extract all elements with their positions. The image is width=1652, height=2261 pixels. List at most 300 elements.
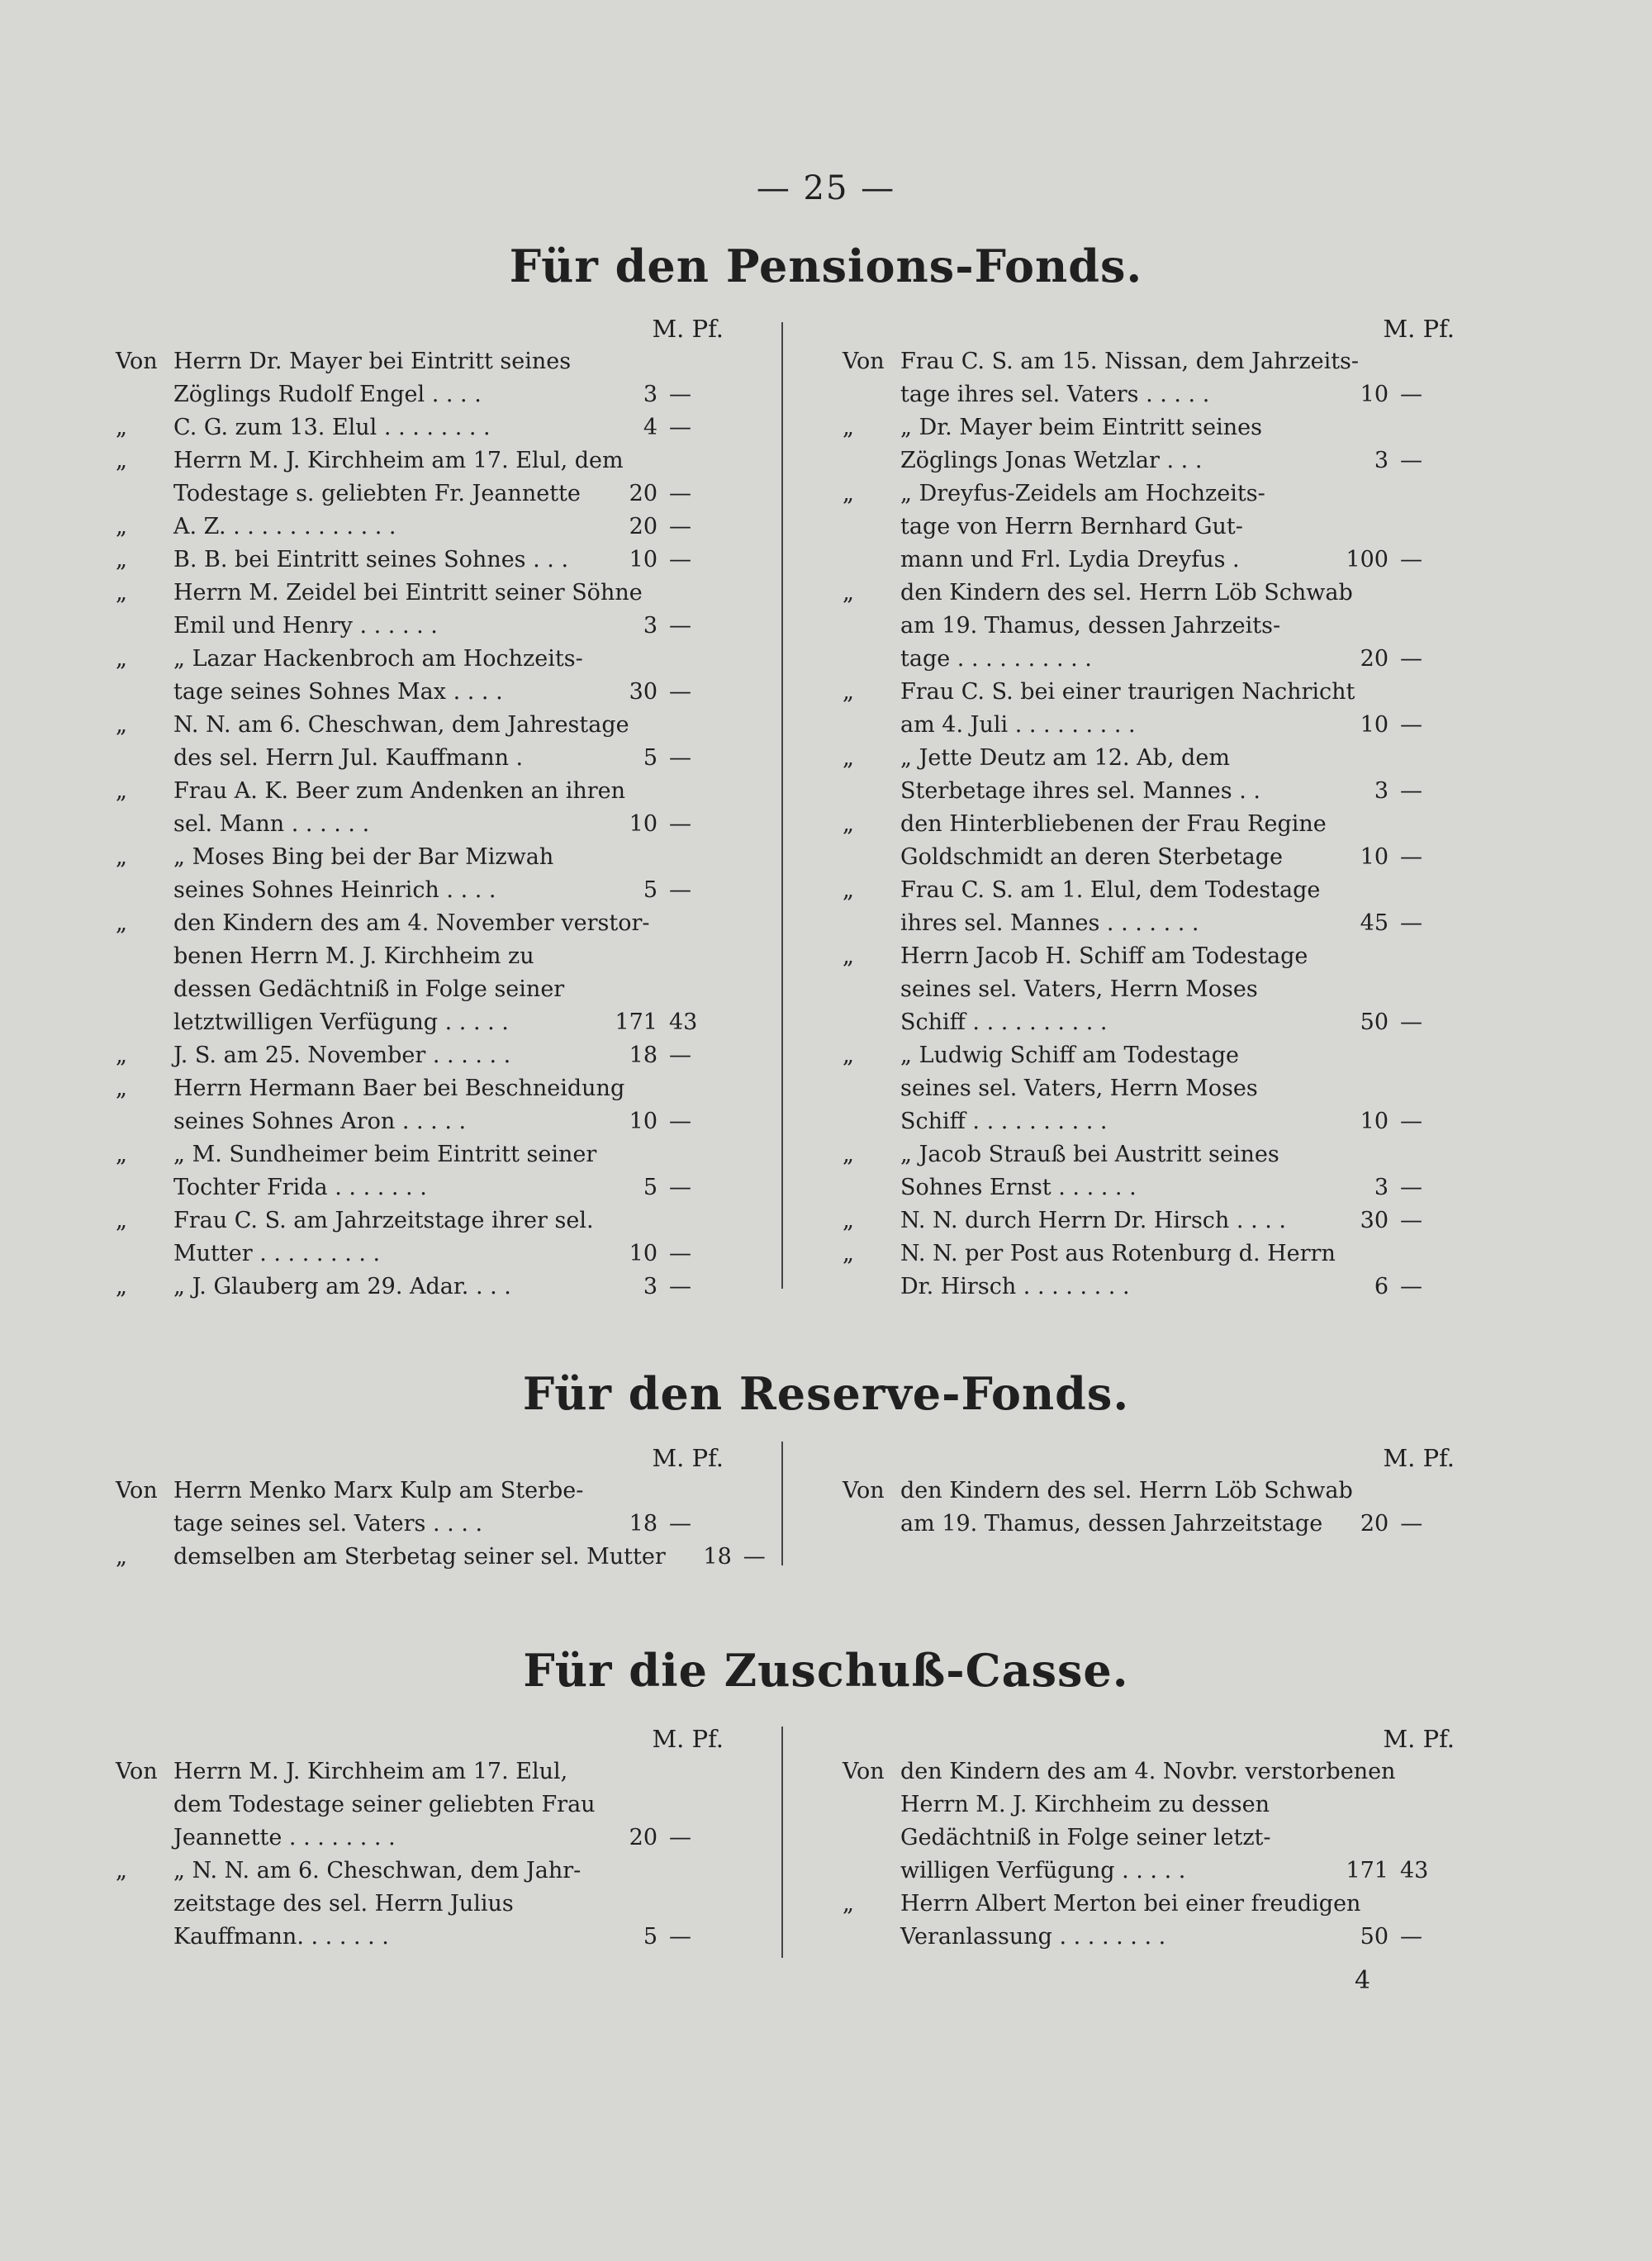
ledger-line bbox=[843, 378, 1458, 411]
ledger-text: Mutter . . . . . . . . . bbox=[173, 1241, 381, 1266]
ledger-prefix bbox=[116, 1105, 173, 1138]
ledger-line bbox=[116, 1755, 727, 1788]
ledger-line bbox=[116, 1072, 727, 1105]
ledger-text: N. N. durch Herrn Dr. Hirsch . . . . bbox=[900, 1208, 1286, 1233]
amount-pfennig bbox=[662, 1788, 731, 1822]
ledger-line bbox=[116, 1006, 727, 1039]
ledger-line bbox=[116, 1508, 727, 1541]
ledger-line bbox=[843, 742, 1458, 775]
ledger-prefix: „ bbox=[116, 448, 127, 473]
amount-pfennig bbox=[1389, 940, 1458, 973]
ledger-line bbox=[116, 1171, 727, 1204]
amount-mark bbox=[1322, 742, 1389, 775]
amount-pfennig bbox=[1389, 477, 1458, 511]
ledger-text: seines sel. Vaters, Herrn Moses bbox=[900, 976, 1258, 1002]
ledger-line bbox=[843, 1105, 1458, 1138]
ledger-prefix bbox=[116, 1921, 173, 1954]
amount-mark bbox=[624, 444, 690, 477]
column-right-pensions bbox=[843, 312, 1458, 1304]
amount-mark: 10 bbox=[629, 811, 657, 837]
ledger-line bbox=[116, 973, 727, 1006]
ledger-line bbox=[843, 444, 1458, 477]
ledger-text: Frau C. S. am Jahrzeitstage ihrer sel. bbox=[173, 1208, 594, 1233]
ledger-line bbox=[116, 808, 727, 841]
ledger-text: ihres sel. Mannes . . . . . . . bbox=[900, 910, 1199, 936]
ledger-line bbox=[116, 643, 727, 676]
currency-unit-header: M. Pf. bbox=[1383, 1725, 1455, 1753]
ledger-line bbox=[843, 511, 1458, 544]
amount-pfennig: — bbox=[669, 613, 691, 639]
ledger-prefix: „ bbox=[843, 481, 854, 506]
ledger-prefix: „ bbox=[843, 415, 854, 440]
ledger-line bbox=[843, 610, 1458, 643]
ledger-text: Schiff . . . . . . . . . . bbox=[900, 1009, 1108, 1035]
amount-mark bbox=[591, 841, 657, 874]
ledger-line bbox=[843, 676, 1458, 709]
amount-mark: 10 bbox=[1360, 844, 1389, 870]
ledger-line bbox=[843, 1006, 1458, 1039]
ledger-text: Emil und Henry . . . . . . bbox=[173, 613, 438, 639]
amount-pfennig bbox=[1421, 676, 1490, 709]
ledger-prefix bbox=[843, 643, 900, 676]
ledger-prefix: „ bbox=[843, 580, 854, 606]
ledger-line bbox=[116, 1788, 727, 1822]
amount-mark bbox=[1322, 874, 1389, 907]
ledger-line bbox=[843, 1039, 1458, 1072]
ledger-prefix: „ bbox=[116, 1208, 127, 1233]
amount-mark: 5 bbox=[643, 1924, 657, 1950]
ledger-line bbox=[843, 1475, 1458, 1508]
amount-pfennig: — bbox=[669, 745, 691, 771]
ledger-line bbox=[116, 345, 727, 378]
amount-mark: 18 bbox=[629, 1511, 657, 1537]
ledger-line bbox=[843, 841, 1458, 874]
amount-pfennig bbox=[657, 345, 727, 378]
amount-pfennig bbox=[1389, 874, 1458, 907]
ledger-prefix: „ bbox=[843, 1208, 854, 1233]
ledger-prefix bbox=[116, 874, 173, 907]
ledger-prefix: „ bbox=[116, 1076, 127, 1101]
ledger-prefix: Von bbox=[843, 1759, 885, 1784]
page-number: — 25 — bbox=[756, 169, 896, 207]
ledger-line bbox=[843, 1072, 1458, 1105]
column-left-zuschuss bbox=[116, 1722, 727, 1954]
amount-mark: 171 bbox=[615, 1009, 657, 1035]
amount-mark bbox=[591, 1755, 657, 1788]
currency-unit-header: M. Pf. bbox=[1383, 1444, 1455, 1472]
ledger-line bbox=[116, 874, 727, 907]
amount-pfennig: — bbox=[669, 547, 691, 572]
amount-mark bbox=[591, 973, 657, 1006]
ledger-prefix bbox=[843, 1072, 900, 1105]
ledger-text: tage seines sel. Vaters . . . . bbox=[173, 1511, 483, 1537]
ledger-text: Jeannette . . . . . . . . bbox=[173, 1825, 396, 1850]
ledger-line bbox=[116, 1105, 727, 1138]
amount-pfennig bbox=[1393, 808, 1462, 841]
ledger-text: letztwilligen Verfügung . . . . . bbox=[173, 1009, 509, 1035]
ledger-text: Herrn Jacob H. Schiff am Todestage bbox=[900, 943, 1308, 969]
ledger-text: sel. Mann . . . . . . bbox=[173, 811, 370, 837]
amount-mark: 20 bbox=[629, 481, 657, 506]
ledger-prefix bbox=[843, 1855, 900, 1888]
ledger-text: den Kindern des sel. Herrn Löb Schwab bbox=[900, 580, 1353, 606]
amount-pfennig: — bbox=[1400, 712, 1422, 738]
ledger-text: Frau C. S. bei einer traurigen Nachricht bbox=[900, 679, 1355, 705]
ledger-text: seines sel. Vaters, Herrn Moses bbox=[900, 1076, 1258, 1101]
ledger-text: am 4. Juli . . . . . . . . . bbox=[900, 712, 1136, 738]
amount-pfennig bbox=[662, 1138, 732, 1171]
ledger-prefix: „ bbox=[116, 1544, 127, 1570]
ledger-text: am 19. Thamus, dessen Jahrzeitstage bbox=[900, 1511, 1323, 1537]
divider-pensions bbox=[781, 322, 783, 1289]
amount-pfennig: — bbox=[1400, 448, 1422, 473]
ledger-prefix: „ bbox=[116, 580, 127, 606]
ledger-text: „ Dr. Mayer beim Eintritt seines bbox=[900, 415, 1262, 440]
amount-mark: 20 bbox=[1360, 646, 1389, 672]
amount-pfennig bbox=[657, 1888, 727, 1921]
ledger-prefix bbox=[116, 1237, 173, 1271]
ledger-text: „ N. N. am 6. Cheschwan, dem Jahr- bbox=[173, 1858, 582, 1883]
amount-mark bbox=[1327, 808, 1393, 841]
ledger-prefix: „ bbox=[116, 1274, 127, 1299]
amount-pfennig: — bbox=[669, 1043, 691, 1068]
ledger-text: B. B. bei Eintritt seines Sohnes . . . bbox=[173, 547, 569, 572]
ledger-prefix: Von bbox=[843, 1478, 885, 1503]
amount-pfennig: — bbox=[1400, 910, 1422, 936]
ledger-prefix bbox=[116, 1508, 173, 1541]
ledger-text: dessen Gedächtniß in Folge seiner bbox=[173, 976, 565, 1002]
amount-mark bbox=[1322, 1138, 1389, 1171]
ledger-text: Tochter Frida . . . . . . . bbox=[173, 1175, 427, 1200]
column-left-reserve bbox=[116, 1442, 766, 1574]
ledger-text: Frau C. S. am 1. Elul, dem Todestage bbox=[900, 877, 1321, 903]
amount-mark bbox=[1322, 477, 1389, 511]
ledger-text: „ J. Glauberg am 29. Adar. . . . bbox=[173, 1274, 511, 1299]
amount-pfennig: — bbox=[669, 811, 691, 837]
ledger-prefix bbox=[843, 841, 900, 874]
ledger-line bbox=[843, 1237, 1458, 1271]
column-right-reserve bbox=[843, 1442, 1458, 1541]
ledger-prefix: „ bbox=[843, 877, 854, 903]
ledger-prefix: „ bbox=[116, 1142, 127, 1167]
amount-pfennig: — bbox=[1400, 844, 1422, 870]
ledger-text: Herrn Menko Marx Kulp am Sterbe- bbox=[173, 1478, 584, 1503]
amount-pfennig: — bbox=[1400, 547, 1422, 572]
ledger-text: „ Ludwig Schiff am Todestage bbox=[900, 1043, 1239, 1068]
amount-pfennig bbox=[1389, 511, 1458, 544]
amount-mark: 3 bbox=[643, 1274, 657, 1299]
amount-mark bbox=[594, 1204, 660, 1237]
section-title-zuschuss: Für die Zuschuß-Casse. bbox=[523, 1644, 1129, 1697]
ledger-line bbox=[843, 1788, 1458, 1822]
ledger-prefix bbox=[116, 1171, 173, 1204]
ledger-line bbox=[843, 643, 1458, 676]
ledger-line bbox=[116, 1039, 727, 1072]
ledger-prefix: „ bbox=[116, 712, 127, 738]
ledger-line bbox=[116, 411, 727, 444]
ledger-line bbox=[116, 841, 727, 874]
ledger-prefix bbox=[843, 709, 900, 742]
ledger-line bbox=[116, 742, 727, 775]
amount-pfennig: — bbox=[669, 1511, 691, 1537]
ledger-prefix: „ bbox=[116, 1858, 127, 1883]
amount-pfennig bbox=[657, 841, 727, 874]
amount-pfennig: — bbox=[669, 382, 691, 407]
amount-mark: 50 bbox=[1360, 1924, 1389, 1950]
ledger-text: des sel. Herrn Jul. Kauffmann . bbox=[173, 745, 524, 771]
currency-unit-header: M. Pf. bbox=[652, 1444, 724, 1472]
amount-pfennig: — bbox=[669, 1175, 691, 1200]
ledger-prefix bbox=[116, 1822, 173, 1855]
amount-mark bbox=[591, 345, 657, 378]
ledger-prefix bbox=[843, 1006, 900, 1039]
amount-pfennig bbox=[657, 1855, 727, 1888]
ledger-prefix bbox=[116, 973, 173, 1006]
ledger-line bbox=[843, 1755, 1458, 1788]
amount-pfennig bbox=[690, 444, 759, 477]
ledger-text: Zöglings Rudolf Engel . . . . bbox=[173, 382, 482, 407]
amount-pfennig bbox=[657, 940, 727, 973]
amount-mark: 100 bbox=[1346, 547, 1389, 572]
amount-mark bbox=[591, 1855, 657, 1888]
amount-pfennig: — bbox=[669, 1274, 691, 1299]
ledger-line bbox=[843, 709, 1458, 742]
amount-mark bbox=[591, 1475, 657, 1508]
ledger-prefix: „ bbox=[843, 1043, 854, 1068]
amount-mark bbox=[650, 907, 716, 940]
ledger-text: „ Jette Deutz am 12. Ab, dem bbox=[900, 745, 1230, 771]
ledger-line bbox=[116, 378, 727, 411]
ledger-text: am 19. Thamus, dessen Jahrzeits- bbox=[900, 613, 1281, 639]
ledger-text: demselben am Sterbetag seiner sel. Mutter bbox=[173, 1544, 666, 1570]
amount-mark: 3 bbox=[1374, 778, 1389, 804]
ledger-line bbox=[843, 544, 1458, 577]
ledger-text: den Kindern des am 4. November verstor- bbox=[173, 910, 650, 936]
amount-pfennig: 43 bbox=[669, 1009, 698, 1035]
ledger-prefix: „ bbox=[116, 1043, 127, 1068]
amount-mark bbox=[1395, 1755, 1461, 1788]
amount-pfennig: 43 bbox=[1400, 1858, 1429, 1883]
amount-pfennig bbox=[709, 577, 778, 610]
amount-mark: 171 bbox=[1346, 1858, 1389, 1883]
ledger-text: den Kindern des sel. Herrn Löb Schwab bbox=[900, 1478, 1353, 1503]
ledger-prefix: „ bbox=[116, 844, 127, 870]
ledger-line bbox=[843, 874, 1458, 907]
ledger-line bbox=[116, 676, 727, 709]
column-right-zuschuss bbox=[843, 1722, 1458, 1954]
ledger-line bbox=[116, 1541, 766, 1574]
amount-mark: 20 bbox=[629, 514, 657, 539]
ledger-text: dem Todestage seiner geliebten Frau bbox=[173, 1792, 596, 1817]
amount-mark: 6 bbox=[1374, 1274, 1389, 1299]
amount-pfennig: — bbox=[669, 415, 691, 440]
ledger-line bbox=[116, 1921, 727, 1954]
ledger-text: benen Herrn M. J. Kirchheim zu bbox=[173, 943, 534, 969]
ledger-prefix bbox=[116, 378, 173, 411]
amount-pfennig bbox=[1389, 1039, 1458, 1072]
amount-mark: 10 bbox=[629, 1109, 657, 1134]
ledger-line bbox=[843, 1271, 1458, 1304]
footer-number: 4 bbox=[1355, 1966, 1371, 1995]
amount-mark bbox=[596, 1788, 662, 1822]
amount-mark bbox=[1322, 940, 1389, 973]
ledger-text: seines Sohnes Heinrich . . . . bbox=[173, 877, 496, 903]
ledger-line bbox=[116, 444, 727, 477]
ledger-text: Sohnes Ernst . . . . . . bbox=[900, 1175, 1137, 1200]
ledger-line bbox=[116, 1855, 727, 1888]
amount-mark: 5 bbox=[643, 1175, 657, 1200]
ledger-prefix: Von bbox=[116, 1478, 158, 1503]
amount-mark bbox=[1322, 511, 1389, 544]
ledger-text: Herrn M. Zeidel bei Eintritt seiner Söhne bbox=[173, 580, 643, 606]
ledger-text: Herrn M. J. Kirchheim am 17. Elul, dem bbox=[173, 448, 624, 473]
amount-pfennig: — bbox=[1400, 778, 1422, 804]
amount-mark: 3 bbox=[1374, 448, 1389, 473]
ledger-line bbox=[843, 345, 1458, 378]
amount-pfennig bbox=[1389, 973, 1458, 1006]
amount-mark: 20 bbox=[629, 1825, 657, 1850]
ledger-line bbox=[116, 1822, 727, 1855]
ledger-prefix bbox=[843, 378, 900, 411]
amount-pfennig: — bbox=[669, 514, 691, 539]
ledger-line bbox=[843, 973, 1458, 1006]
ledger-line bbox=[843, 907, 1458, 940]
ledger-text: Sterbetage ihres sel. Mannes . . bbox=[900, 778, 1260, 804]
ledger-line bbox=[843, 1921, 1458, 1954]
amount-mark bbox=[1355, 676, 1421, 709]
amount-pfennig bbox=[1389, 1822, 1458, 1855]
amount-mark: 3 bbox=[1374, 1175, 1389, 1200]
ledger-text: Kauffmann. . . . . . . bbox=[173, 1924, 389, 1950]
amount-pfennig bbox=[1402, 1237, 1471, 1271]
amount-pfennig bbox=[1427, 1888, 1496, 1921]
amount-mark bbox=[591, 1888, 657, 1921]
ledger-line bbox=[843, 411, 1458, 444]
ledger-text: N. N. per Post aus Rotenburg d. Herrn bbox=[900, 1241, 1336, 1266]
ledger-prefix: „ bbox=[843, 1142, 854, 1167]
ledger-text: tage seines Sohnes Max . . . . bbox=[173, 679, 503, 705]
ledger-prefix bbox=[843, 544, 900, 577]
amount-pfennig: — bbox=[1400, 1109, 1422, 1134]
ledger-prefix: Von bbox=[843, 349, 885, 374]
ledger-prefix: Von bbox=[116, 1759, 158, 1784]
amount-mark: 18 bbox=[703, 1544, 732, 1570]
amount-pfennig: — bbox=[1400, 1511, 1423, 1537]
ledger-text: Herrn Dr. Mayer bei Eintritt seines bbox=[173, 349, 572, 374]
ledger-line bbox=[116, 775, 727, 808]
ledger-text: N. N. am 6. Cheschwan, dem Jahrestage bbox=[173, 712, 629, 738]
ledger-text: mann und Frl. Lydia Dreyfus . bbox=[900, 547, 1240, 572]
ledger-line bbox=[116, 1204, 727, 1237]
amount-mark: 10 bbox=[1360, 712, 1389, 738]
amount-pfennig: — bbox=[669, 1924, 691, 1950]
amount-mark: 3 bbox=[643, 382, 657, 407]
amount-pfennig: — bbox=[669, 679, 691, 705]
ledger-prefix: „ bbox=[116, 646, 127, 672]
ledger-prefix bbox=[843, 511, 900, 544]
amount-mark: 10 bbox=[1360, 382, 1389, 407]
currency-unit-header: M. Pf. bbox=[1383, 315, 1455, 343]
column-left-pensions bbox=[116, 312, 727, 1304]
ledger-line bbox=[116, 544, 727, 577]
ledger-text: Gedächtniß in Folge seiner letzt- bbox=[900, 1825, 1271, 1850]
ledger-prefix: „ bbox=[116, 514, 127, 539]
amount-pfennig: — bbox=[669, 1109, 691, 1134]
ledger-prefix bbox=[843, 1171, 900, 1204]
amount-pfennig bbox=[1389, 1138, 1458, 1171]
ledger-prefix: „ bbox=[116, 910, 127, 936]
ledger-prefix bbox=[116, 477, 173, 511]
ledger-text: A. Z. . . . . . . . . . . . . bbox=[173, 514, 396, 539]
ledger-text: Herrn M. J. Kirchheim zu dessen bbox=[900, 1792, 1270, 1817]
amount-pfennig bbox=[691, 1072, 760, 1105]
ledger-text: tage . . . . . . . . . . bbox=[900, 646, 1092, 672]
ledger-line bbox=[843, 1171, 1458, 1204]
amount-mark bbox=[1322, 973, 1389, 1006]
ledger-line bbox=[116, 477, 727, 511]
ledger-line bbox=[116, 610, 727, 643]
ledger-prefix bbox=[843, 973, 900, 1006]
amount-pfennig bbox=[1389, 1788, 1458, 1822]
ledger-line bbox=[116, 1271, 727, 1304]
ledger-text: J. S. am 25. November . . . . . . bbox=[173, 1043, 511, 1068]
amount-pfennig bbox=[1389, 742, 1458, 775]
ledger-prefix: Von bbox=[116, 349, 158, 374]
ledger-text: „ M. Sundheimer beim Eintritt seiner bbox=[173, 1142, 597, 1167]
amount-pfennig bbox=[660, 1204, 729, 1237]
ledger-text: tage von Herrn Bernhard Gut- bbox=[900, 514, 1243, 539]
amount-mark bbox=[643, 577, 709, 610]
amount-pfennig bbox=[657, 1475, 727, 1508]
ledger-prefix bbox=[843, 1271, 900, 1304]
ledger-text: Herrn M. J. Kirchheim am 17. Elul, bbox=[173, 1759, 568, 1784]
ledger-text: seines Sohnes Aron . . . . . bbox=[173, 1109, 467, 1134]
amount-mark: 10 bbox=[629, 547, 657, 572]
amount-pfennig: — bbox=[669, 1241, 691, 1266]
amount-mark: 50 bbox=[1360, 1009, 1389, 1035]
ledger-line bbox=[843, 1888, 1458, 1921]
ledger-text: Frau A. K. Beer zum Andenken an ihren bbox=[173, 778, 626, 804]
ledger-prefix bbox=[116, 808, 173, 841]
amount-mark: 45 bbox=[1360, 910, 1389, 936]
ledger-text: „ Lazar Hackenbroch am Hochzeits- bbox=[173, 646, 583, 672]
ledger-line bbox=[843, 808, 1458, 841]
ledger-prefix: „ bbox=[116, 547, 127, 572]
ledger-prefix: „ bbox=[843, 1241, 854, 1266]
ledger-prefix bbox=[843, 1105, 900, 1138]
ledger-prefix bbox=[843, 610, 900, 643]
amount-pfennig bbox=[1461, 1755, 1531, 1788]
amount-mark bbox=[1336, 1237, 1402, 1271]
ledger-prefix: „ bbox=[116, 778, 127, 804]
amount-mark bbox=[1359, 345, 1425, 378]
amount-mark: 30 bbox=[629, 679, 657, 705]
currency-unit-header: M. Pf. bbox=[652, 1725, 724, 1753]
ledger-text: den Hinterbliebenen der Frau Regine bbox=[900, 811, 1327, 837]
amount-mark bbox=[624, 1072, 691, 1105]
amount-mark bbox=[591, 643, 657, 676]
ledger-text: Goldschmidt an deren Sterbetage bbox=[900, 844, 1283, 870]
amount-pfennig bbox=[695, 709, 765, 742]
amount-mark bbox=[1353, 577, 1419, 610]
ledger-text: „ Jacob Strauß bei Austritt seines bbox=[900, 1142, 1279, 1167]
amount-mark bbox=[1360, 1888, 1427, 1921]
amount-pfennig bbox=[691, 775, 761, 808]
ledger-prefix bbox=[116, 676, 173, 709]
ledger-line bbox=[843, 775, 1458, 808]
ledger-prefix bbox=[116, 1888, 173, 1921]
amount-mark: 10 bbox=[629, 1241, 657, 1266]
